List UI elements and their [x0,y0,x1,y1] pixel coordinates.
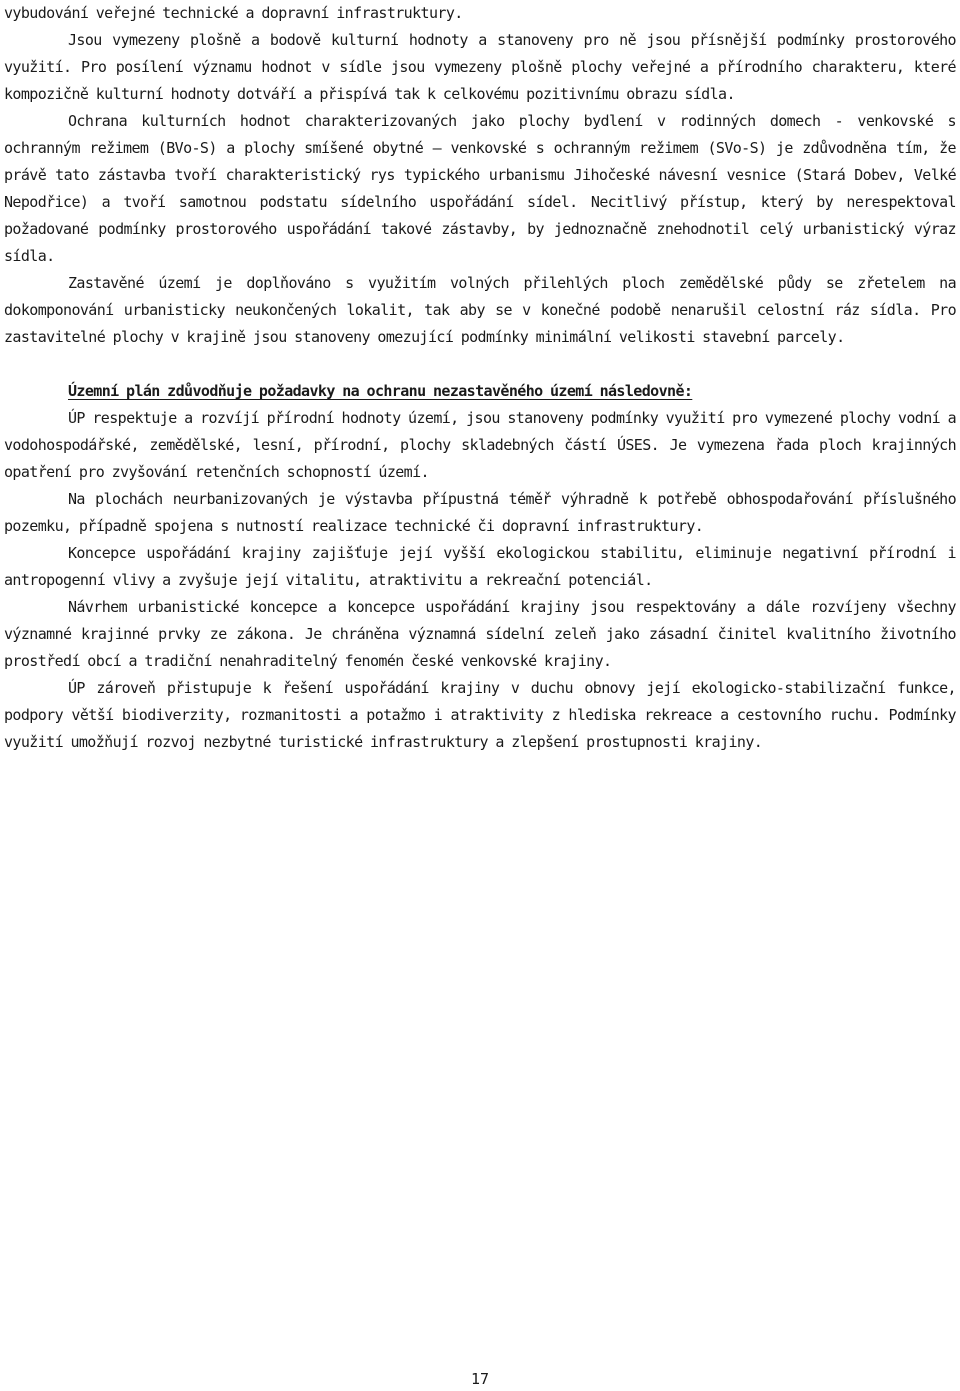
paragraph-built-up-area: Zastavěné území je doplňováno s využitím volných přilehlých ploch zemědělské půdy se zřetelem na dokomponování urbanisticky neukončených lokalit, tak aby se v konečné podobě nenarušil celostní ráz sídla. Pro zastavitelné plochy v krajině jsou stanoveny omezující podmínky minimální velikosti stavební parcely. [4,274,956,346]
paragraph-non-urbanized-areas: Na plochách neurbanizovaných je výstavba přípustná téměř výhradně k potřebě obhospodařování příslušného pozemku, případně spojena s nutností realizace technické či dopravní infrastruktury. [4,490,956,535]
paragraph-infrastructure: vybudování veřejné technické a dopravní infrastruktury. [4,4,463,22]
paragraph-ecological-function: ÚP zároveň přistupuje k řešení uspořádání krajiny v duchu obnovy její ekologicko-stabilizační funkce, podpory větší biodiverzity, rozmanitosti a potažmo i atraktivity z hlediska rekreace a cestovního ruchu. Podmínky využití umožňují rozvoj nezbytné turistické infrastruktury a zlepšení prostupnosti krajiny. [4,679,956,751]
paragraph-landscape-elements: Návrhem urbanistické koncepce a koncepce uspořádání krajiny jsou respektovány a dále rozvíjeny všechny významné krajinné prvky ze zákona. Je chráněna významná sídelní zeleň jako zásadní činitel kvalitního životního prostředí obcí a tradiční nenahraditelný fenomén české venkovské krajiny. [4,598,956,670]
paragraph-landscape-concept: Koncepce uspořádání krajiny zajišťuje její vyšší ekologickou stabilitu, eliminuje negativní přírodní i antropogenní vlivy a zvyšuje její vitalitu, atraktivitu a rekreační potenciál. [4,544,956,589]
page-number: 17 [470,1370,490,1388]
paragraph-natural-values: ÚP respektuje a rozvíjí přírodní hodnoty území, jsou stanoveny podmínky využití pro vymezené plochy vodní a vodohospodářské, zemědělské, lesní, přírodní, plochy skladebných částí ÚSES. Je vymezena řada ploch krajinných opatření pro zvyšování retenčních schopností území. [4,409,956,481]
paragraph-protection-cultural-values: Ochrana kulturních hodnot charakterizovaných jako plochy bydlení v rodinných domech - venkovské s ochranným režimem (BVo-S) a plochy smíšené obytné – venkovské s ochranným režimem (SVo-S) je zdůvodněna tím, že právě tato zástavba tvoří charakteristický rys typického urbanismu Jihočeské návesní vesnice (Stará Dobev, Velké Nepodřice) a tvoří samotnou podstatu sídelního uspořádání sídel. Necitlivý přístup, který by nerespektoval požadované podmínky prostorového uspořádání takové zástavby, by jednoznačně znehodnotil celý urbanistický výraz sídla. [4,112,956,265]
section-heading: Územní plán zdůvodňuje požadavky na ochranu nezastavěného území následovně: [68,382,693,400]
paragraph-cultural-values: Jsou vymezeny plošně a bodově kulturní hodnoty a stanoveny pro ně jsou přísnější podmínky prostorového využití. Pro posílení významu hodnot v sídle jsou vymezeny plošně plochy veřejné a přírodního charakteru, které kompozičně kulturní hodnoty dotváří a přispívá tak k celkovému pozitivnímu obrazu sídla. [4,31,956,103]
document-page [4,0,956,756]
